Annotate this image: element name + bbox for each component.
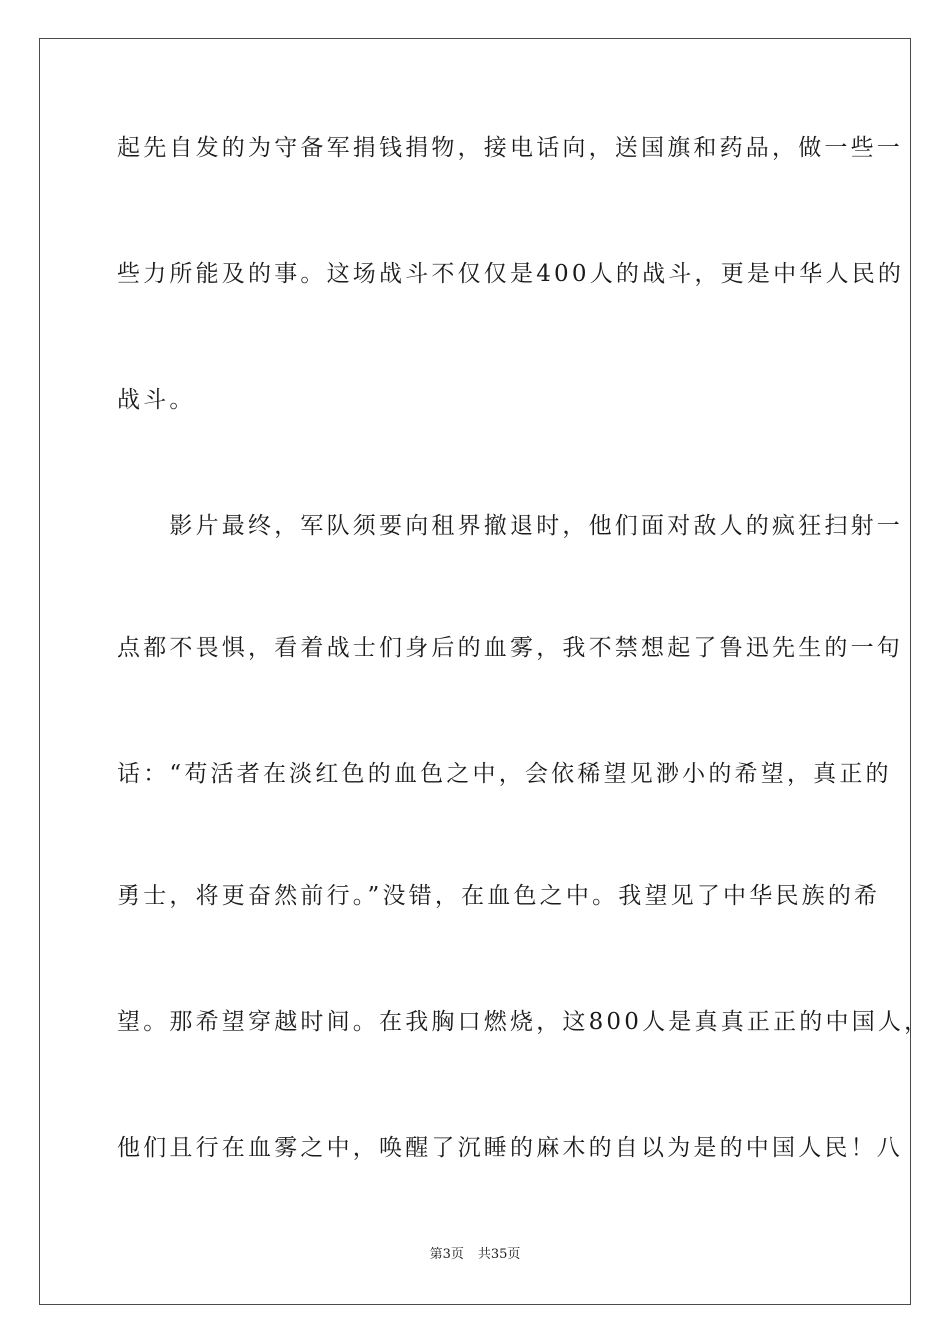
page-number: 第3页 [429, 1247, 464, 1262]
text-line: 战斗。 [117, 387, 196, 413]
page-footer [0, 1246, 950, 1264]
text-line: 影片最终，军队须要向租界撤退时，他们面对敌人的疯狂扫射一 [117, 513, 903, 539]
text-line: 些力所能及的事。这场战斗不仅仅是400人的战斗，更是中华人民的 [117, 261, 905, 287]
text-line: 起先自发的为守备军捐钱捐物，接电话向，送国旗和药品，做一些一 [117, 135, 903, 161]
page-border [39, 38, 931, 1305]
text-line: 话：“苟活者在淡红色的血色之中，会依稀望见渺小的希望，真正的 [117, 761, 892, 787]
text-line: 望。那希望穿越时间。在我胸口燃烧，这800人是真真正正的中国人， [117, 1009, 931, 1035]
text-line: 点都不畏惧，看着战士们身后的血雾，我不禁想起了鲁迅先生的一句 [117, 635, 903, 661]
text-line: 勇士，将更奋然前行。”没错，在血色之中。我望见了中华民族的希 [117, 883, 881, 909]
text-line: 他们且行在血雾之中，唤醒了沉睡的麻木的自以为是的中国人民！八 [117, 1135, 903, 1161]
page-total: 共35页 [477, 1247, 521, 1262]
